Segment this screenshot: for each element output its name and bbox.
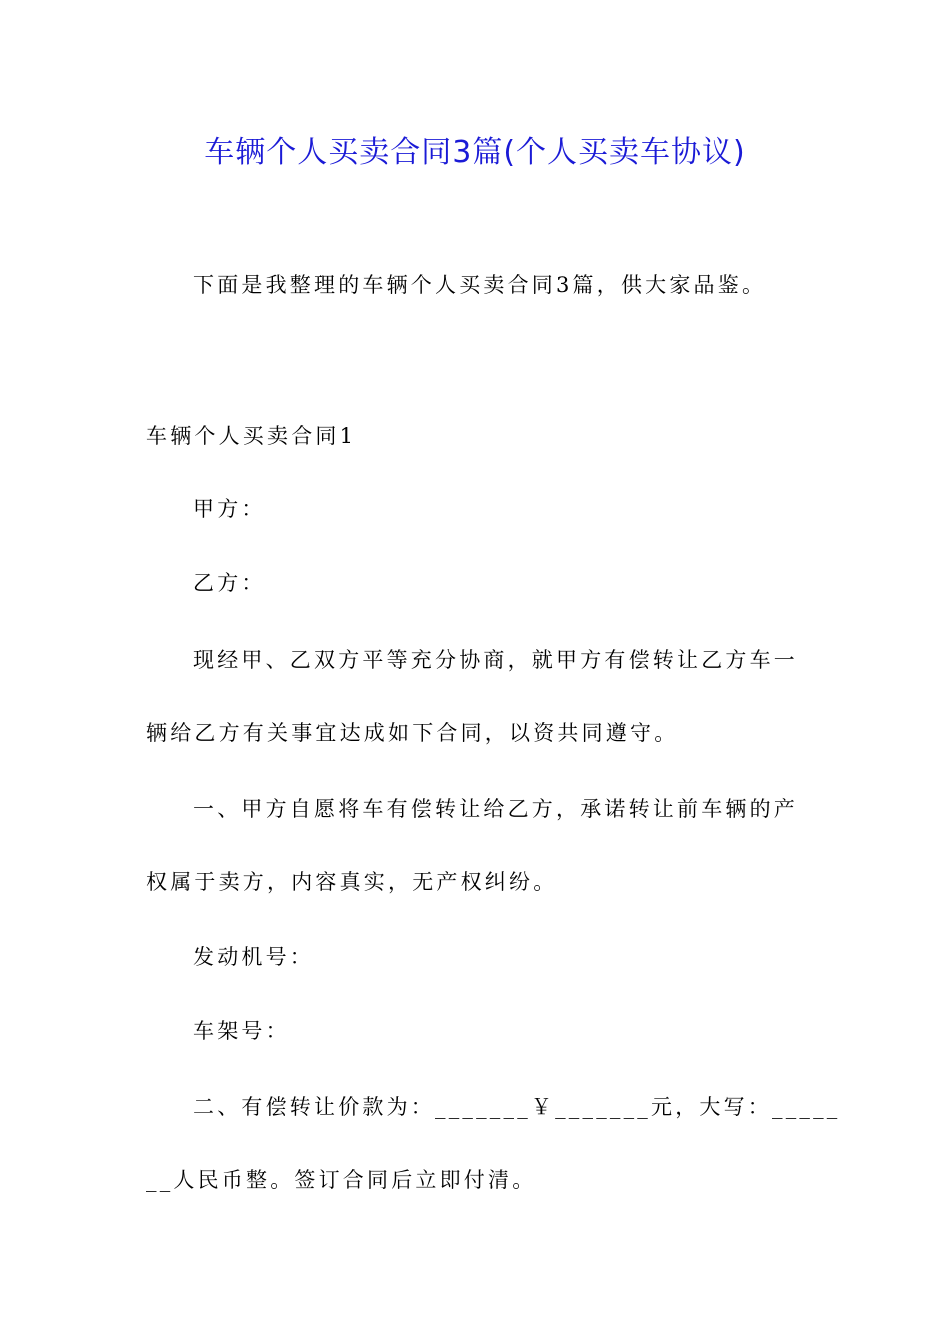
engine-number-label: 发动机号： [193,945,314,969]
clause-2-line-1: 二、有偿转让价款为：_______￥_______元，大写：_____ [193,1095,841,1119]
party-a-label: 甲方： [193,497,266,521]
document-title: 车辆个人买卖合同3篇(个人买卖车协议) [204,135,746,170]
clause-1-line-2: 权属于卖方，内容真实，无产权纠纷。 [146,870,558,894]
section-heading: 车辆个人买卖合同1 [146,424,357,448]
intro-paragraph: 下面是我整理的车辆个人买卖合同3篇，供大家品鉴。 [193,273,767,297]
party-b-label: 乙方： [193,571,266,595]
frame-number-label: 车架号： [193,1019,290,1043]
paragraph-1-line-1: 现经甲、乙双方平等充分协商，就甲方有偿转让乙方车一 [193,648,798,672]
paragraph-1-line-2: 辆给乙方有关事宜达成如下合同，以资共同遵守。 [146,721,679,745]
clause-1-line-1: 一、甲方自愿将车有偿转让给乙方，承诺转让前车辆的产 [193,797,798,821]
clause-2-line-2: __人民币整。签订合同后立即付清。 [146,1168,537,1192]
